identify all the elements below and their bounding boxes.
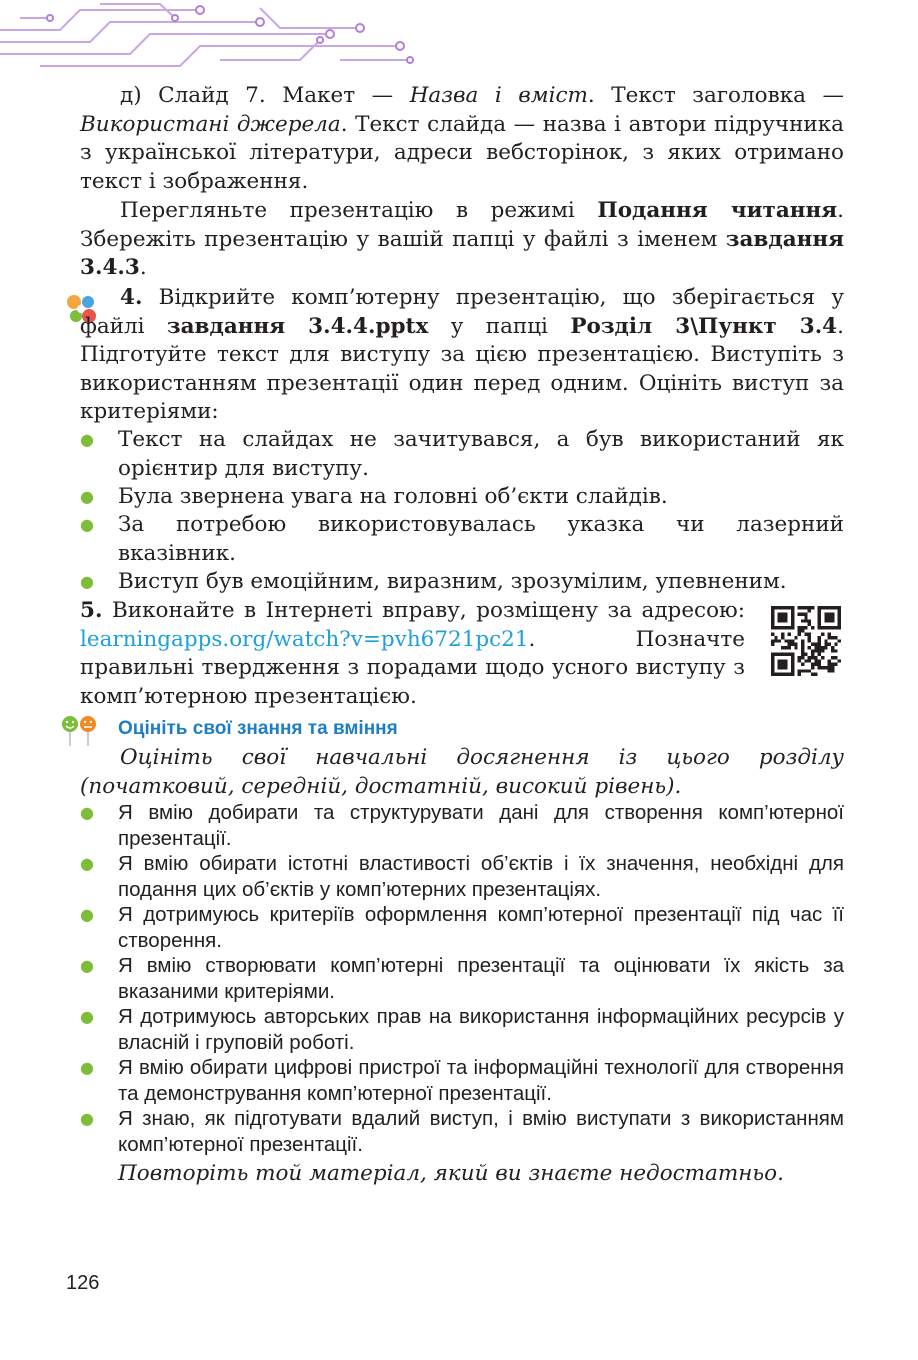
skill-text: Я вмію добирати та структурувати дані для створення комп’ютерної презентації. <box>118 801 844 850</box>
circuit-decoration <box>0 0 420 72</box>
task-4-paragraph <box>80 284 844 427</box>
list-item <box>80 851 844 902</box>
text: Виконайте в Інтернеті вправу, розміщену за адресою: <box>102 598 745 623</box>
list-item <box>80 1106 844 1157</box>
skill-text: Я вмію обирати цифрові пристрої та інформаційні технології для створення та демонстрування комп’ютерної презентації. <box>118 1056 844 1105</box>
task-5-paragraph <box>80 597 745 711</box>
bullet-icon: ● <box>80 905 94 924</box>
text: Перегляньте презентацію в режимі <box>120 198 598 223</box>
text: д) Слайд 7. Макет — <box>120 83 410 108</box>
assessment-intro <box>80 744 844 801</box>
bullet-icon: ● <box>80 1007 94 1026</box>
skill-text: Я знаю, як підготувати вдалий виступ, і вмію виступати з використанням комп’ютерної презентації. <box>118 1107 844 1156</box>
smiley-faces-icon <box>58 712 102 748</box>
folder-name: Розділ 3\Пункт 3.4 <box>570 313 838 339</box>
task-number: 5. <box>80 598 103 623</box>
text: Відкрийте комп’ютерну презентацію, що зберігається у файлі <box>80 285 844 339</box>
list-item <box>80 1004 844 1055</box>
intro-text: Оцініть свої навчальні досягнення із цього розділу (початковий, середній, достатній, високий рівень). <box>80 745 844 799</box>
bullet-icon: ● <box>80 1058 94 1077</box>
mode-name: Подання читання <box>597 198 838 223</box>
list-item <box>80 953 844 1004</box>
text: . Позначте правильні твердження з порадами щодо усного виступу з комп’ютерною презентацією. <box>80 626 745 709</box>
list-item <box>80 483 844 512</box>
bullet-icon: ● <box>80 956 94 975</box>
list-item <box>80 568 844 597</box>
page-number: 126 <box>66 1272 100 1294</box>
bullet-icon: ● <box>80 572 94 591</box>
list-item <box>80 426 844 483</box>
skill-text: Я дотримуюсь авторських прав на використання інформаційних ресурсів у власній і груповій роботі. <box>118 1005 844 1054</box>
review-paragraph <box>80 197 844 283</box>
skill-text: Я вмію обирати істотні властивості об’єктів і їх значення, необхідні для подання цих об’єктів у комп’ютерних презентаціях. <box>118 852 844 901</box>
text: . Текст слайда — назва і автори підручника з української літератури, адреси вебсторінок, з яких отримано текст і зображення. <box>80 111 844 194</box>
slide-title: Використані джерела <box>80 111 341 137</box>
text: . <box>139 255 147 280</box>
skill-text: Я вмію створювати комп’ютерні презентації та оцінювати їх якість за вказаними критеріями. <box>118 954 844 1003</box>
bullet-icon: ● <box>80 430 94 449</box>
closing-paragraph <box>80 1160 844 1189</box>
text: . Збережіть презентацію у вашій папці у файлі з іменем <box>80 198 845 252</box>
layout-name: Назва і вміст <box>409 83 588 108</box>
criterion-text: Текст на слайдах не зачитувався, а був використаний як орієнтир для виступу. <box>118 427 844 481</box>
skill-text: Я дотримуюсь критеріїв оформлення комп’ютерної презентації під час її створення. <box>118 903 844 952</box>
bullet-icon: ● <box>80 1109 94 1128</box>
list-item <box>80 1055 844 1106</box>
section-heading: Оцініть свої знання та вміння <box>118 718 398 739</box>
bullet-icon: ● <box>80 515 94 534</box>
list-item <box>80 511 844 568</box>
task-number: 4. <box>120 285 143 310</box>
bullet-icon: ● <box>80 487 94 506</box>
item-d-paragraph <box>80 82 844 196</box>
criterion-text: Була звернена увага на головні об’єкти слайдів. <box>118 484 668 509</box>
text: . Підготуйте текст для виступу за цією презентацією. Виступіть з використанням презентації один перед одним. Оцініть виступ за критеріями: <box>80 313 844 424</box>
bullet-icon: ● <box>80 854 94 873</box>
text: у папці <box>428 313 571 339</box>
exercise-link[interactable]: learningapps.org/watch?v=pvh6721pc21 <box>80 626 529 652</box>
file-name: завдання 3.4.3 <box>80 226 844 280</box>
criterion-text: Виступ був емоційним, виразним, зрозумілим, упевненим. <box>118 569 787 594</box>
text: . Текст заголовка — <box>587 83 844 108</box>
bullet-icon: ● <box>80 803 94 822</box>
file-name: завдання 3.4.4.pptx <box>166 313 429 339</box>
list-item <box>80 800 844 851</box>
closing-text: Повторіть той матеріал, який ви знаєте недостатньо. <box>118 1161 784 1186</box>
qr-code-icon[interactable] <box>771 606 841 676</box>
criterion-text: За потребою використовувалась указка чи лазерний вказівник. <box>118 512 844 566</box>
list-item <box>80 902 844 953</box>
